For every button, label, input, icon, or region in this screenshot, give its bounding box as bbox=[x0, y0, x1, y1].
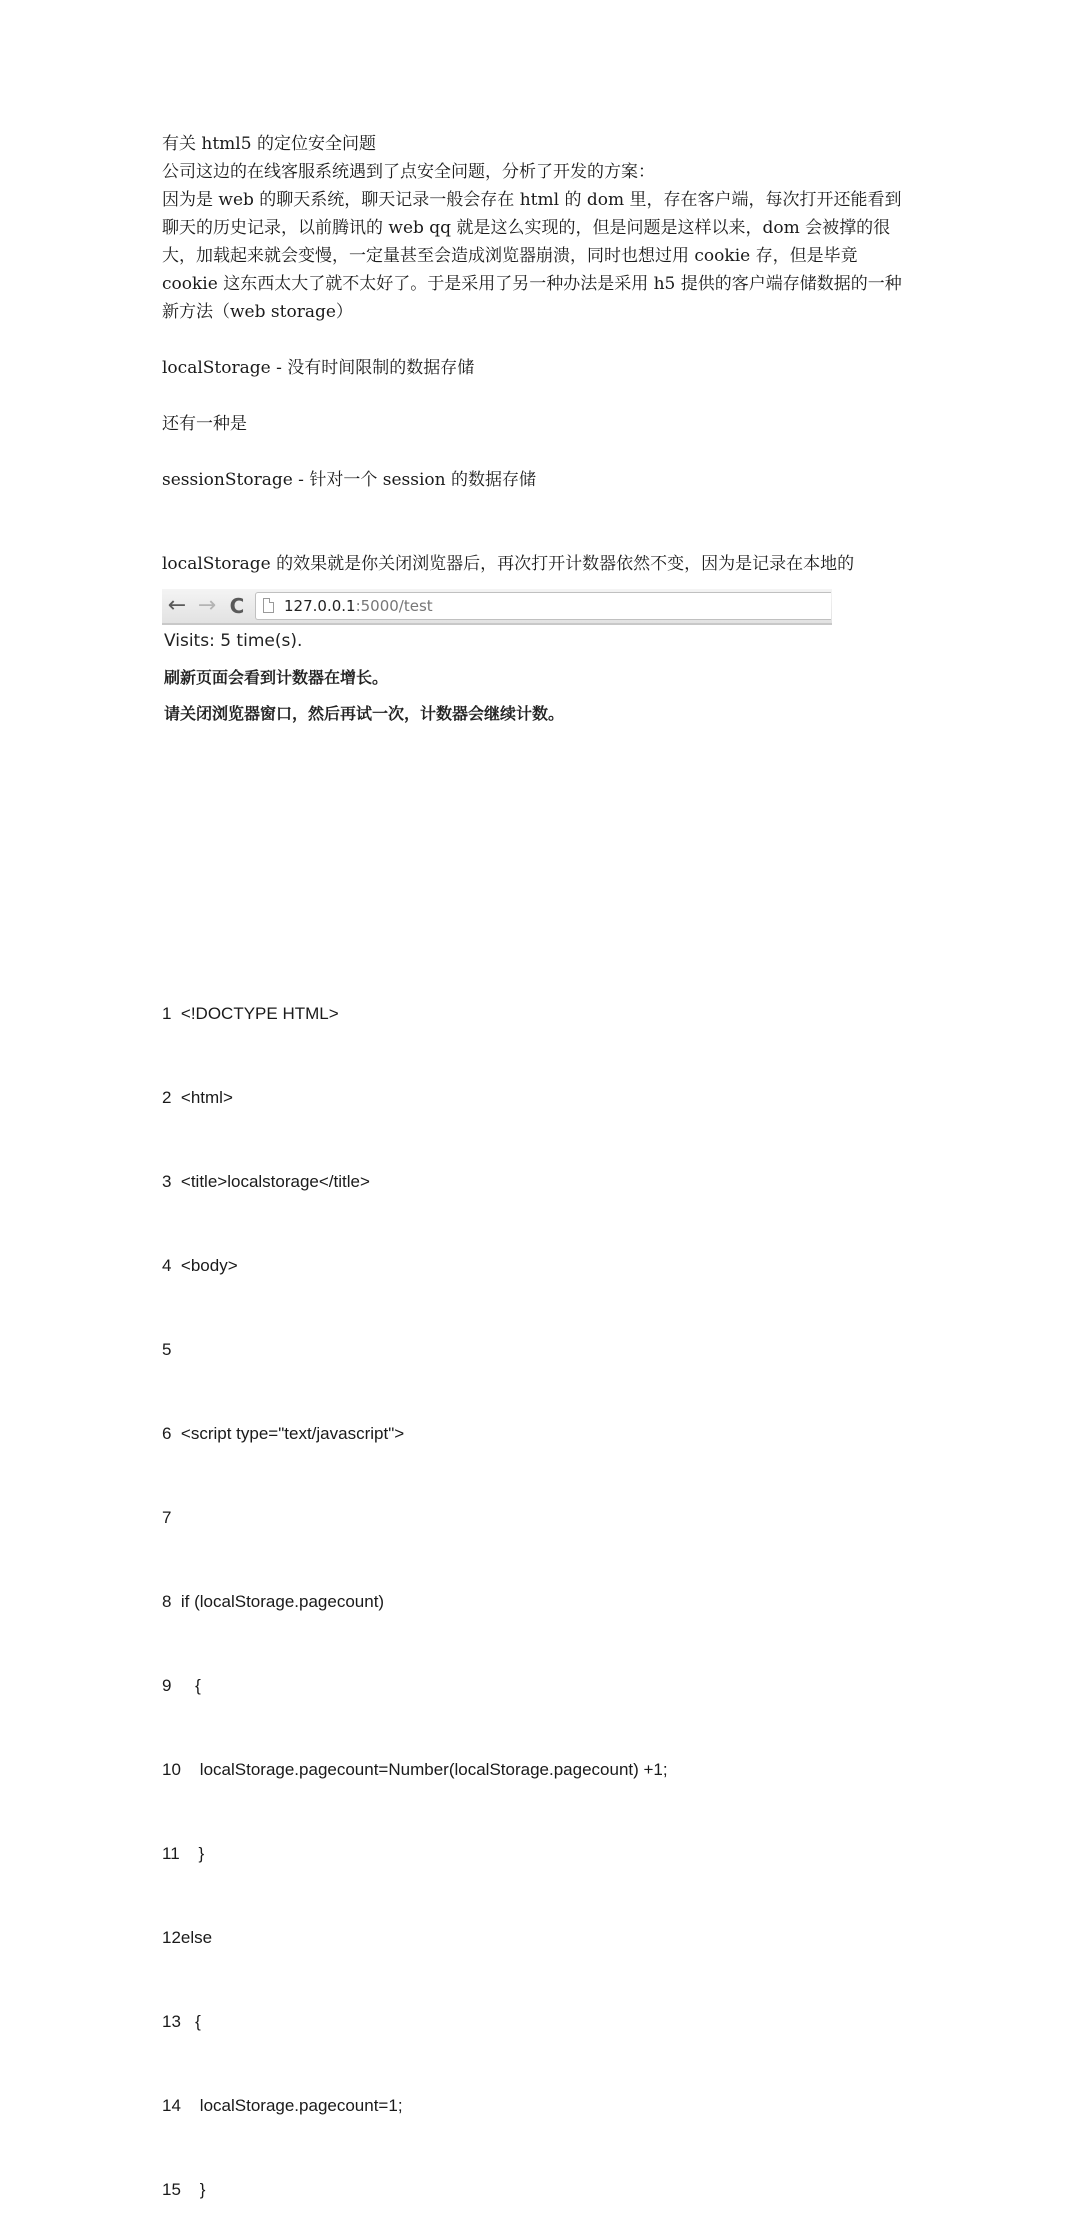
localstorage-definition: localStorage - 没有时间限制的数据存储 bbox=[162, 358, 475, 378]
close-browser-hint: 请关闭浏览器窗口，然后再试一次，计数器会继续计数。 bbox=[164, 704, 565, 723]
address-bar[interactable] bbox=[255, 592, 831, 620]
visits-counter: Visits: 5 time(s). bbox=[164, 631, 303, 651]
document-body bbox=[162, 130, 912, 578]
code-line: 4 <body> bbox=[162, 1256, 238, 1275]
code-line: 13 { bbox=[162, 2012, 201, 2031]
code-line: 10 localStorage.pagecount=Number(localStorage.pagecount) +1; bbox=[162, 1760, 668, 1779]
code-line: 7 bbox=[162, 1508, 172, 1527]
forward-arrow-icon[interactable]: → bbox=[197, 593, 217, 618]
intro-paragraphs bbox=[162, 130, 912, 326]
browser-toolbar-screenshot bbox=[162, 589, 832, 625]
code-line: 14 localStorage.pagecount=1; bbox=[162, 2096, 403, 2115]
doc-title: 有关 html5 的定位安全问题 bbox=[162, 134, 376, 154]
sessionstorage-definition: sessionStorage - 针对一个 session 的数据存储 bbox=[162, 470, 536, 490]
refresh-hint: 刷新页面会看到计数器在增长。 bbox=[164, 668, 389, 687]
localstorage-effect-line: localStorage 的效果就是你关闭浏览器后，再次打开计数器依然不变，因为是记录在本地的 bbox=[162, 554, 855, 574]
code-line: 15 } bbox=[162, 2180, 206, 2199]
url-path: :5000/test bbox=[355, 597, 433, 615]
code-listing bbox=[162, 944, 668, 2232]
address-bar-url bbox=[284, 595, 433, 617]
url-host: 127.0.0.1 bbox=[284, 597, 356, 615]
code-line: 2 <html> bbox=[162, 1088, 233, 1107]
code-line: 6 <script type="text/javascript"> bbox=[162, 1424, 405, 1443]
code-line: 8 if (localStorage.pagecount) bbox=[162, 1592, 385, 1611]
back-arrow-icon[interactable]: ← bbox=[167, 593, 187, 618]
problem-statement: 公司这边的在线客服系统遇到了点安全问题，分析了开发的方案： bbox=[162, 162, 655, 182]
code-line: 9 { bbox=[162, 1676, 201, 1695]
code-line: 11 } bbox=[162, 1844, 205, 1863]
explanation-paragraph: 因为是 web 的聊天系统，聊天记录一般会存在 html 的 dom 里，存在客户端，每次打开还能看到聊天的历史记录，以前腾讯的 web qq 就是这么实现的，但是问题是这样以来，dom 会被撑的很大，加载起来就会变慢，一定量甚至会造成浏览器崩溃，同时也想过用 cookie 存，但是毕竟 cookie 这东西太大了就不太好了。于是采用了另一种办法是采用 h5 提供的客户端存储数据的一种新方法（web storage） bbox=[162, 190, 902, 322]
code-line: 12else bbox=[162, 1928, 213, 1947]
reload-icon[interactable]: C bbox=[229, 594, 245, 618]
code-line: 3 <title>localstorage</title> bbox=[162, 1172, 370, 1191]
code-line: 5 bbox=[162, 1340, 172, 1359]
page-icon bbox=[263, 598, 274, 613]
code-line: 1 <!DOCTYPE HTML> bbox=[162, 1004, 339, 1023]
another-type-line: 还有一种是 bbox=[162, 414, 247, 434]
